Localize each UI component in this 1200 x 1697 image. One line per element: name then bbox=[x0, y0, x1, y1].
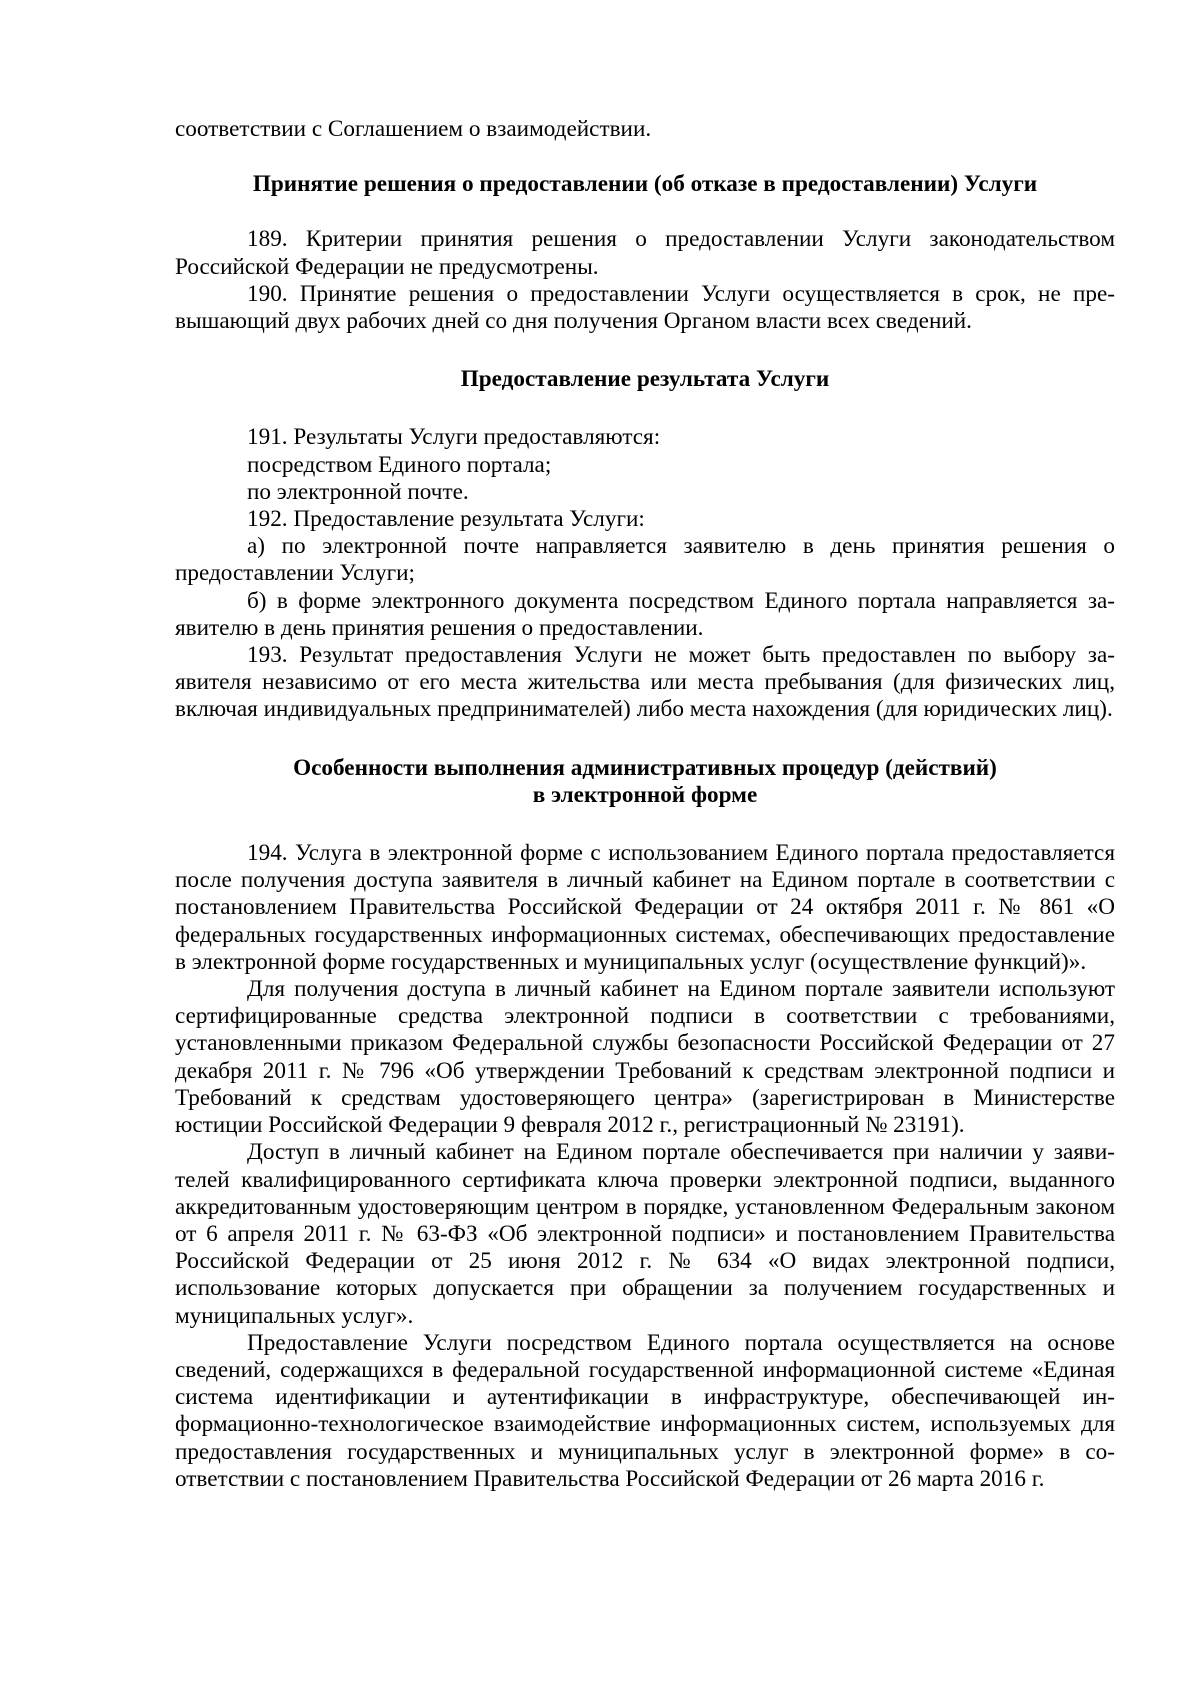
paragraph-193: 193. Результат предоставления Услуги не может быть предоставлен по выбору заявителя независимо от его места жительства или места пребывания (для физических лиц, включая индивидуальных предпринимателей) либо места нахождения (для юридических лиц). bbox=[175, 642, 1115, 723]
paragraph-certificate: Доступ в личный кабинет на Едином портале обеспечивается при наличии у заявителей квалифицированного сертификата ключа проверки электронной подписи, выданного аккредитованным удостоверяющим центром в порядке, установленном Федеральным законом от 6 апреля 2011 г. № 63-ФЗ «Об электронной подписи» и постановлением Правительства Российской Федерации от 25 июня 2012 г. № 634 «О видах электронной подписи, использование которых допускается при обращении за получением государственных и муниципальных услуг». bbox=[175, 1139, 1115, 1329]
paragraph-access: Для получения доступа в личный кабинет на Едином портале заявители используют сертифицированные средства электронной подписи в соответствии с требованиями, установленными приказом Федеральной службы безопасности Российской Федерации от 27 декабря 2011 г. № 796 «Об утверждении Требований к средствам электронной подписи и Требований к средствам удостоверяющего центра» (зарегистрирован в Министерстве юстиции Российской Федерации 9 февраля 2012 г., регистрационный № 23191). bbox=[175, 976, 1115, 1139]
paragraph-192: 192. Предоставление результата Услуги: bbox=[247, 506, 645, 533]
section-heading-electronic-line2: в электронной форме bbox=[532, 781, 758, 808]
paragraph-189: 189. Критерии принятия решения о предоставлении Услуги законодательством Российской Федерации не предусмотрены. bbox=[175, 226, 1115, 280]
paragraph-191-item-portal: посредством Единого портала; bbox=[247, 451, 552, 478]
section-heading-decision: Принятие решения о предоставлении (об отказе в предоставлении) Услуги bbox=[252, 171, 1038, 198]
section-heading-electronic-line1: Особенности выполнения административных процедур (действий) bbox=[293, 754, 997, 781]
paragraph-191: 191. Результаты Услуги предоставляются: bbox=[247, 424, 661, 451]
paragraph-192-item-b: б) в форме электронного документа посредством Единого портала направляется заявителю в день принятия решения о предоставлении. bbox=[175, 587, 1115, 641]
continuation-text: соответствии с Соглашением о взаимодействии. bbox=[175, 116, 652, 142]
paragraph-190: 190. Принятие решения о предоставлении Услуги осуществляется в срок, не превышающий двух рабочих дней со дня получения Органом власти всех сведений. bbox=[175, 280, 1115, 335]
document-page bbox=[175, 116, 1115, 1493]
section-heading-result: Предоставление результата Услуги bbox=[460, 366, 830, 393]
section-heading-electronic bbox=[175, 755, 1115, 809]
paragraph-191-item-email: по электронной почте. bbox=[247, 478, 469, 505]
paragraph-192-item-a: а) по электронной почте направляется заявителю в день принятия решения о предоставлении Услуги; bbox=[175, 533, 1115, 587]
paragraph-194: 194. Услуга в электронной форме с использованием Единого портала предоставляется после получения доступа заявителя в личный кабинет на Едином портале в соответствии с постановлением Правительства Российской Федерации от 24 октября 2011 г. № 861 «О федеральных государственных информационных системах, обеспечивающих предоставление в электронной форме государственных и муниципальных услуг (осуществление функций)». bbox=[175, 840, 1115, 975]
paragraph-esia: Предоставление Услуги посредством Единого портала осуществляется на основе сведений, содержащихся в федеральной государственной информационной системе «Единая система идентификации и аутентификации в инфраструктуре, обеспечивающей информационно-технологическое взаимодействие информационных систем, используемых для предоставления государственных и муниципальных услуг в электронной форме» в соответствии с постановлением Правительства Российской Федерации от 26 марта 2016 г. bbox=[175, 1329, 1115, 1492]
